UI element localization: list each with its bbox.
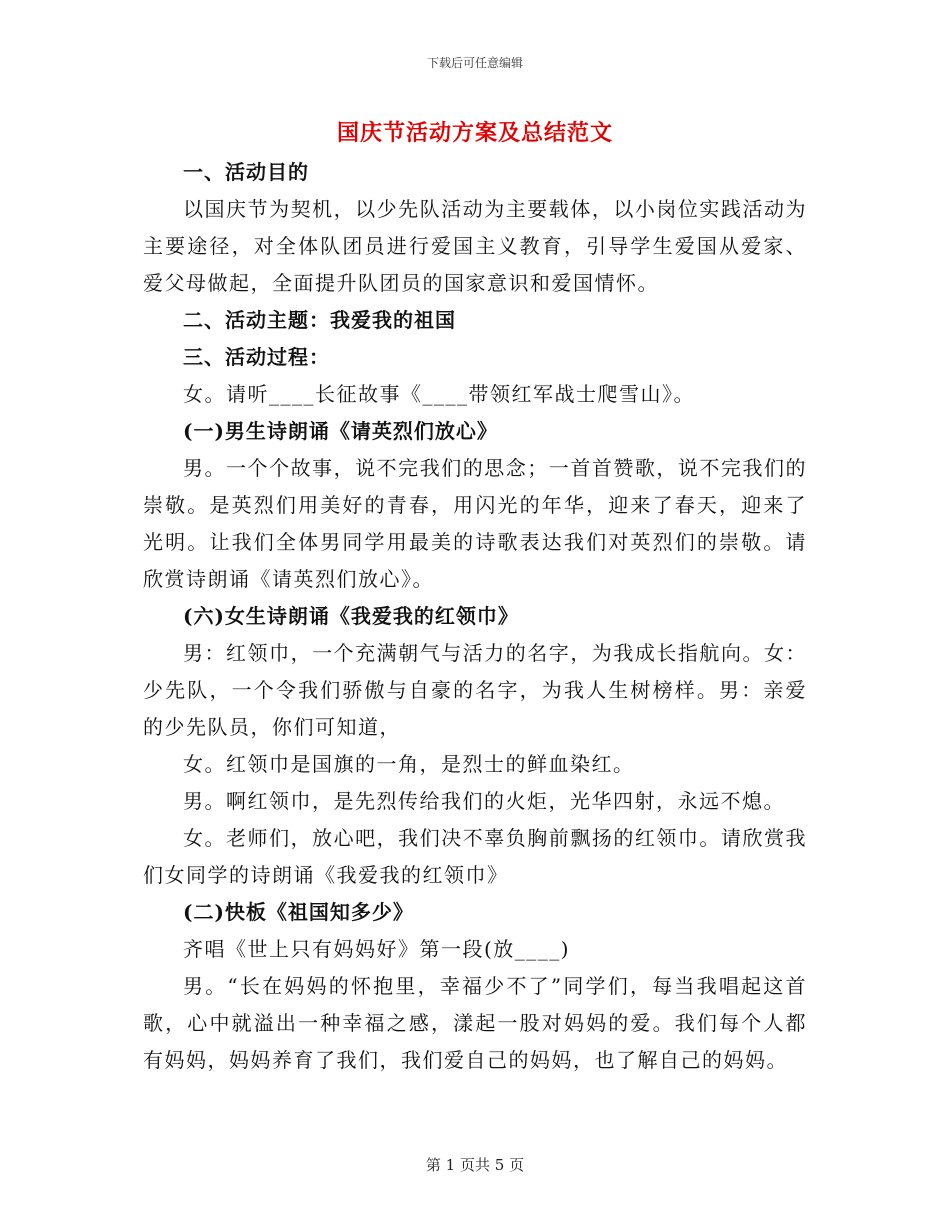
subsection-heading-kuaiban: (二)快板《祖国知多少》 — [183, 900, 414, 924]
page-header: 下载后可任意编辑 — [426, 56, 523, 70]
paragraph-boys-poem: 男。一个个故事，说不完我们的思念；一首首赞歌，说不完我们的崇敬。是英烈们用美好的青春，用闪光的年华，迎来了春天，迎来了光明。让我们全体男同学用最美的诗歌表达我们对英烈们的崇敬。请欣赏诗朗诵《请英烈们放心》。 — [143, 456, 807, 591]
paragraph-torch: 男。啊红领巾，是先烈传给我们的火炬，光华四射，永远不熄。 — [183, 789, 785, 813]
paragraph-purpose: 以国庆节为契机，以少先队活动为主要载体，以小岗位实践活动为主要途径，对全体队团员进行爱国主义教育，引导学生爱国从爱家、爱父母做起，全面提升队团员的国家意识和爱国情怀。 — [143, 197, 807, 295]
subsection-heading-girls-poem: (六)女生诗朗诵《我爱我的红领巾》 — [183, 604, 519, 628]
paragraph-teachers: 女。老师们，放心吧，我们决不辜负胸前飘扬的红领巾。请欣赏我们女同学的诗朗诵《我爱我的红领巾》 — [143, 826, 807, 887]
subsection-heading-boys-poem: (一)男生诗朗诵《请英烈们放心》 — [183, 419, 498, 443]
paragraph-mother: 男。“长在妈妈的怀抱里，幸福少不了”同学们，每当我唱起这首歌，心中就溢出一种幸福之感，漾起一股对妈妈的爱。我们每个人都有妈妈，妈妈养育了我们，我们爱自己的妈妈，也了解自己的妈妈。 — [143, 974, 807, 1072]
section-heading-process: 三、活动过程： — [183, 345, 330, 369]
document-body — [143, 154, 807, 1079]
page-footer: 第 1 页共 5 页 — [425, 1156, 525, 1174]
section-heading-purpose: 一、活动目的 — [183, 160, 309, 184]
document-title: 国庆节活动方案及总结范文 — [336, 120, 613, 146]
paragraph-song: 齐唱《世上只有妈妈好》第一段(放____) — [183, 937, 571, 961]
paragraph-red-scarf: 男：红领巾，一个充满朝气与活力的名字，为我成长指航向。女：少先队，一个令我们骄傲与自豪的名字，为我人生树榜样。男：亲爱的少先队员，你们可知道， — [143, 641, 807, 739]
section-heading-theme: 二、活动主题：我爱我的祖国 — [183, 308, 456, 332]
paragraph-story: 女。请听____长征故事《____带领红军战士爬雪山》。 — [183, 382, 695, 406]
paragraph-flag-corner: 女。红领巾是国旗的一角，是烈士的鲜血染红。 — [183, 752, 635, 776]
